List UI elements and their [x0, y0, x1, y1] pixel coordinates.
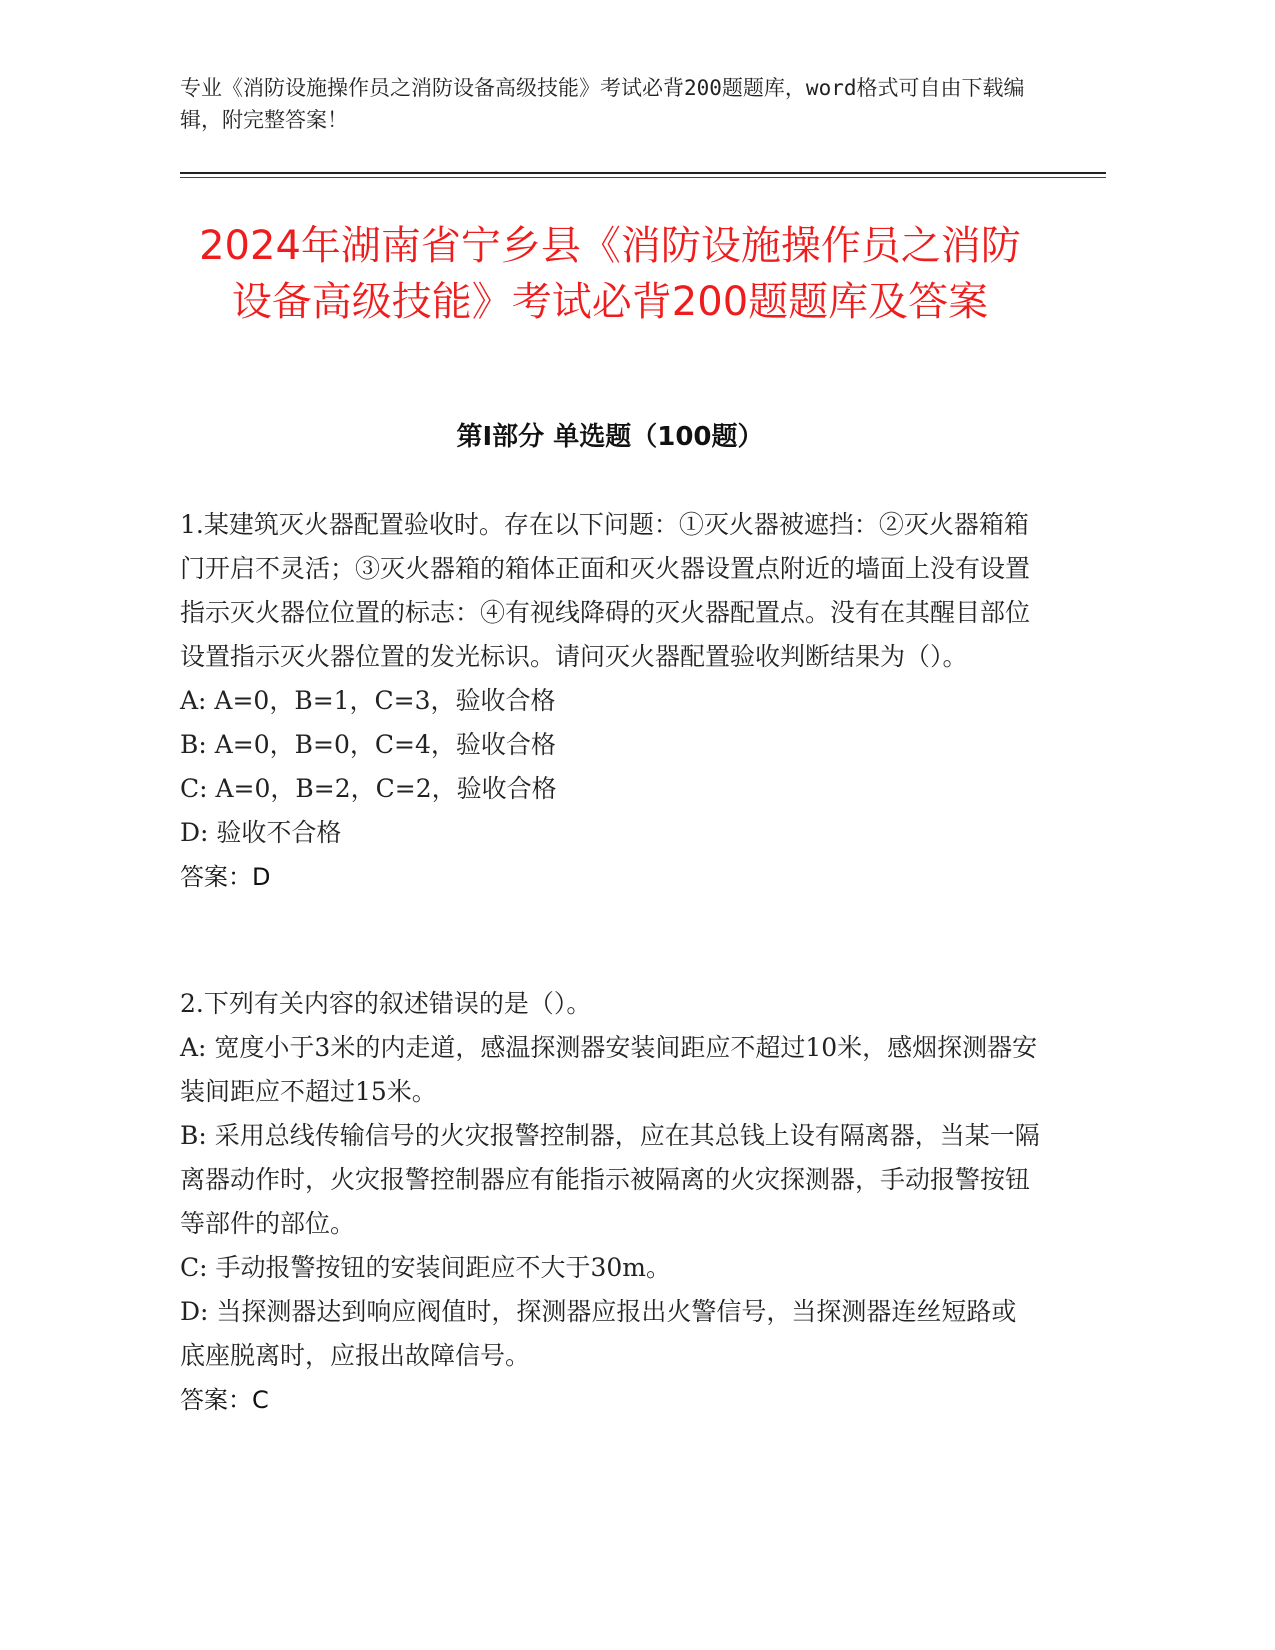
answer-label: 答案：D: [180, 863, 271, 891]
option-b: B: 采用总线传输信号的火灾报警控制器，应在其总钱上设有隔离器，当某一隔离器动作时，火灾报警控制器应有能指示被隔离的火灾探测器，手动报警按钮等部件的部位。: [180, 1121, 1040, 1238]
option-d: D: 验收不合格: [180, 818, 342, 847]
document-title: 2024年湖南省宁乡县《消防设施操作员之消防设备高级技能》考试必背200题题库及答案: [199, 223, 1021, 325]
section-heading: 第I部分 单选题（100题）: [456, 422, 764, 452]
option-c: C: A=0，B=2，C=2，验收合格: [180, 774, 557, 803]
header-divider-thin: [180, 177, 1106, 178]
question-stem: 2.下列有关内容的叙述错误的是（）。: [180, 989, 592, 1018]
header-divider-thick: [180, 172, 1106, 174]
option-a: A: 宽度小于3米的内走道，感温探测器安装间距应不超过10米，感烟探测器安装间距应不超过15米。: [180, 1033, 1038, 1106]
header-note: 专业《消防设施操作员之消防设备高级技能》考试必背200题题库，word格式可自由下载编辑，附完整答案！: [180, 76, 1025, 132]
question-2: [180, 982, 1040, 1422]
question-stem: 1.某建筑灭火器配置验收时。存在以下问题：①灭火器被遮挡：②灭火器箱箱门开启不灵活；③灭火器箱的箱体正面和灭火器设置点附近的墙面上没有设置指示灭火器位位置的标志：④有视线降碍的灭火器配置点。没有在其醒目部位设置指示灭火器位置的发光标识。请问灭火器配置验收判断结果为（）。: [180, 510, 1031, 671]
option-d: D: 当探测器达到响应阀值时，探测器应报出火警信号，当探测器连丝短路或底座脱离时，应报出故障信号。: [180, 1297, 1017, 1370]
answer-label: 答案：C: [180, 1386, 269, 1414]
option-b: B: A=0，B=0，C=4，验收合格: [180, 730, 556, 759]
option-c: C: 手动报警按钮的安装间距应不大于30m。: [180, 1253, 672, 1282]
question-1: [180, 503, 1040, 899]
option-a: A: A=0，B=1，C=3，验收合格: [180, 686, 556, 715]
